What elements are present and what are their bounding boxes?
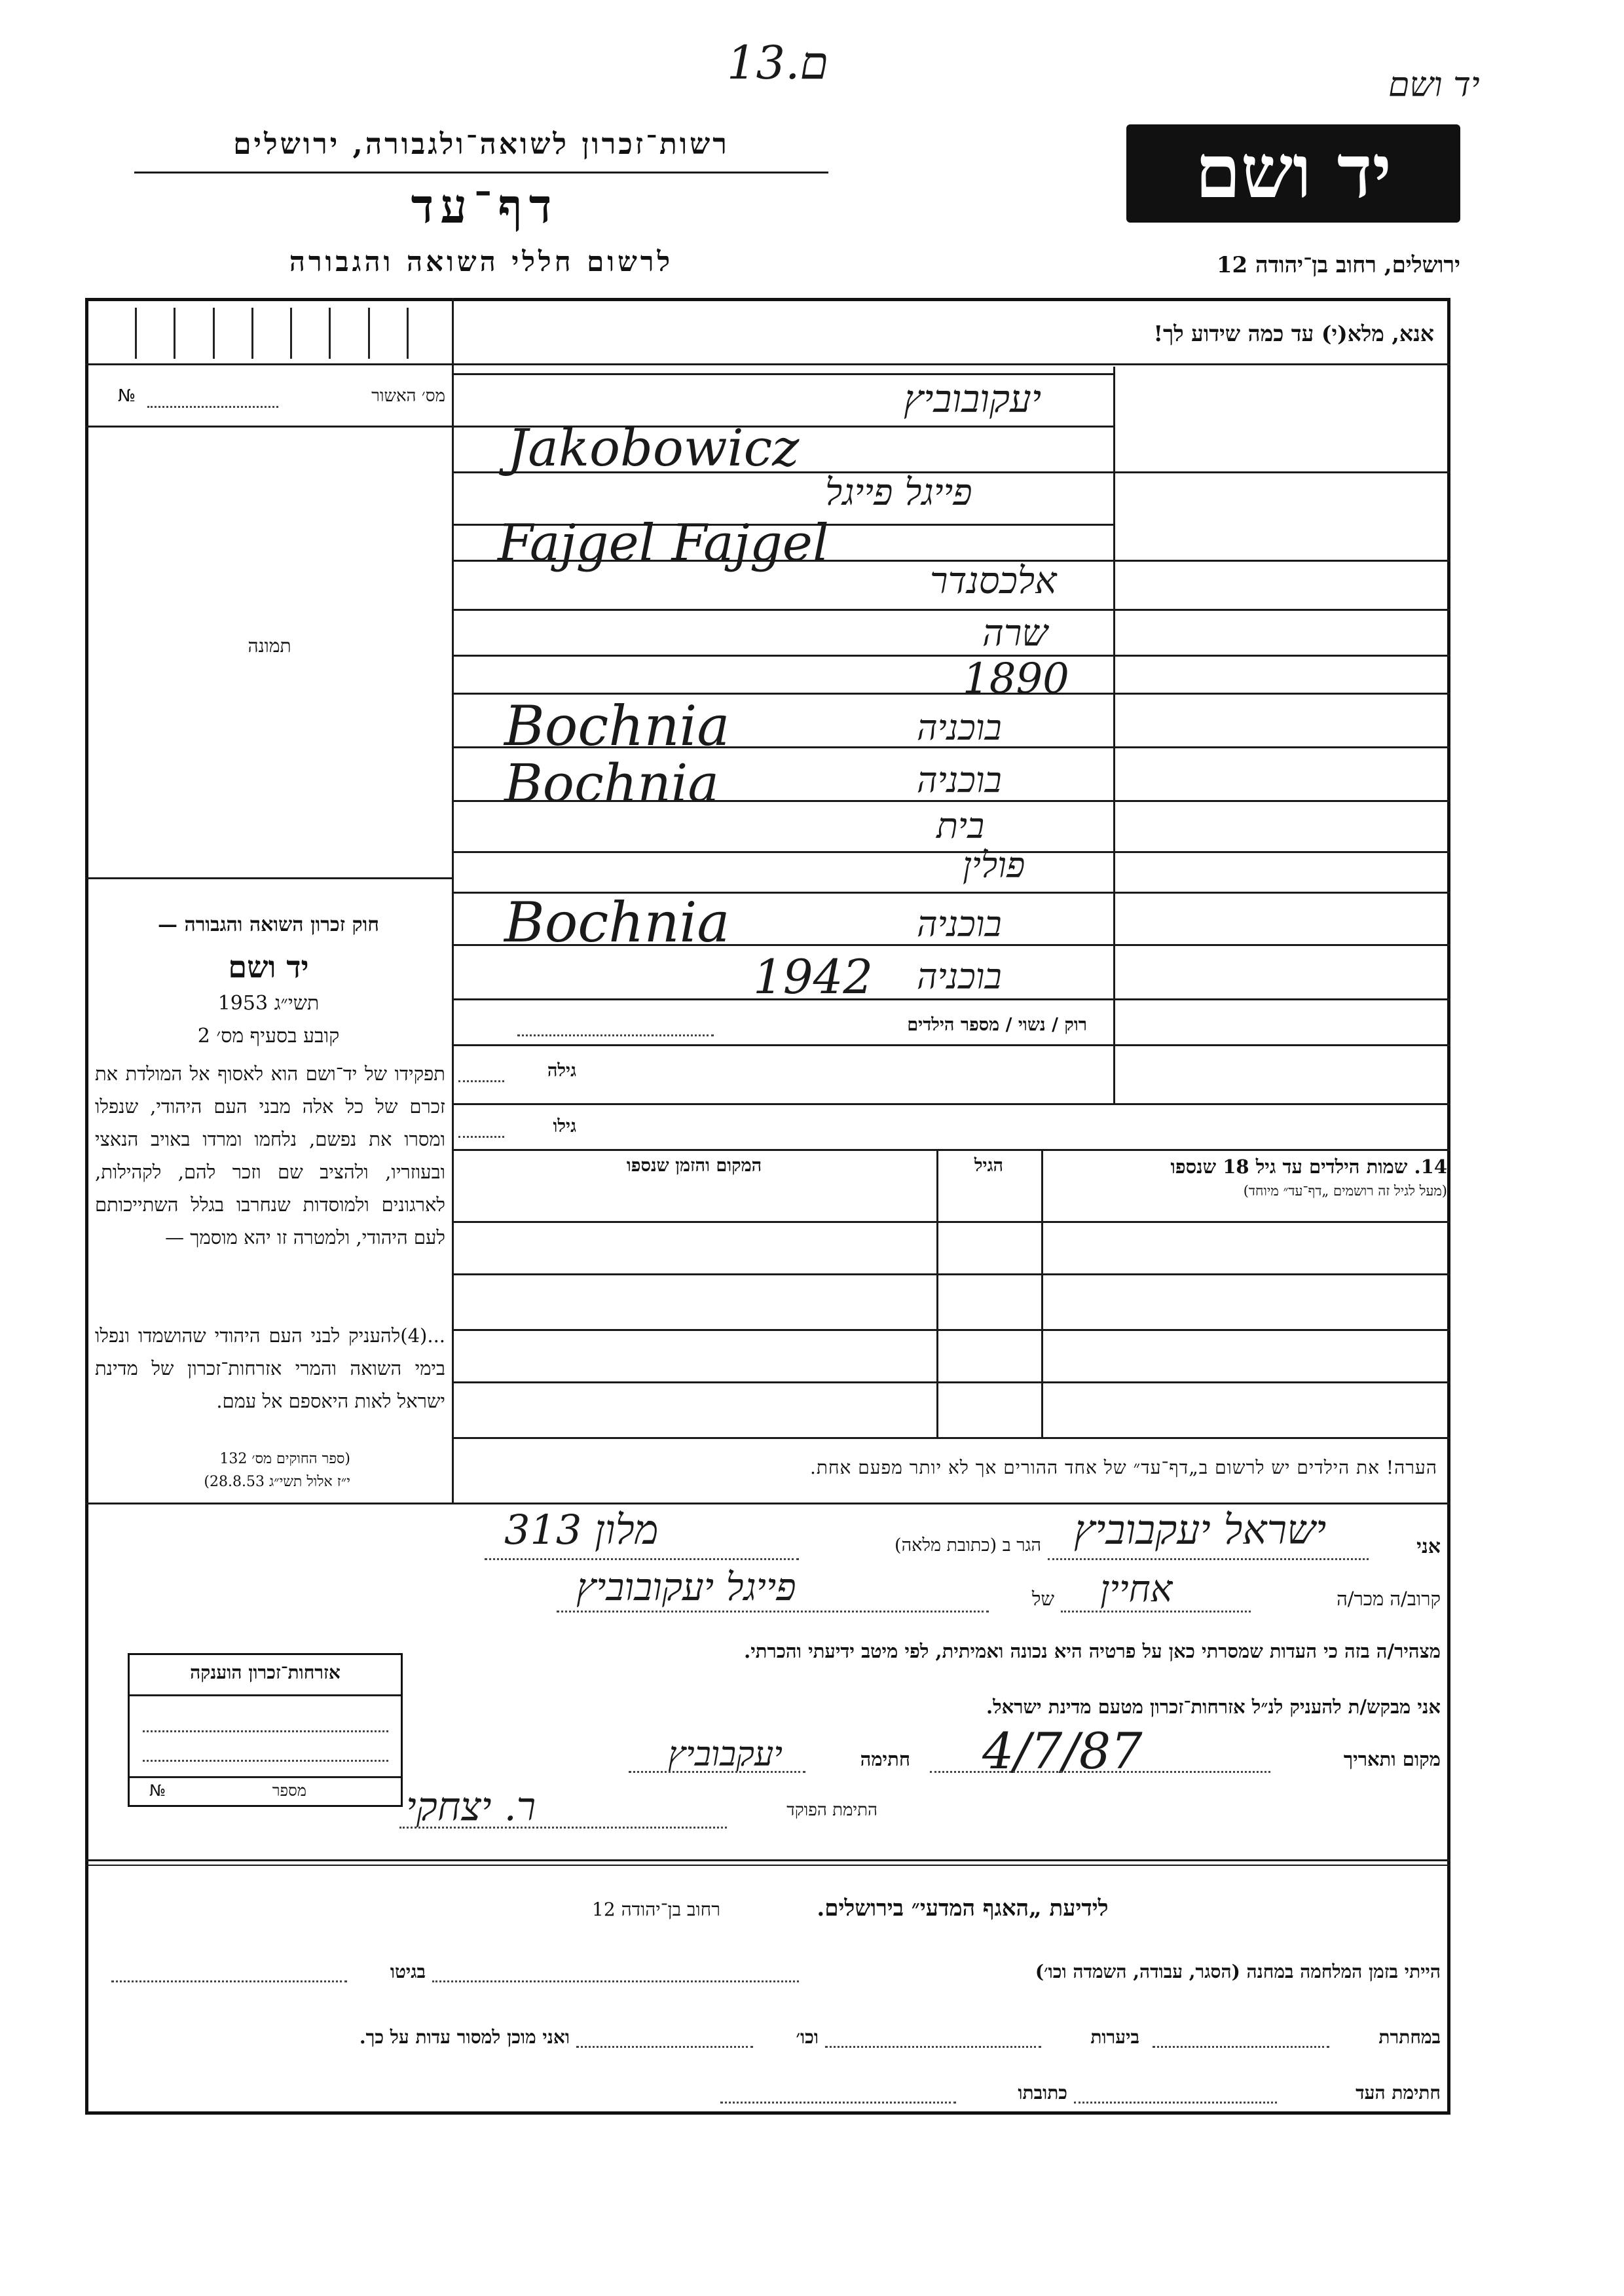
decl-statement: מצהיר/ה בזה כי העדות שמסרתי כאן על פרטיה היא נכונה ואמיתית, לפי מיטב ידיעתי והכרתי. bbox=[744, 1640, 1441, 1662]
children-row bbox=[454, 1437, 1450, 1439]
form-title: דף־עד bbox=[411, 178, 559, 234]
hw-date[interactable]: 4/7/87 bbox=[982, 1722, 1143, 1780]
children-col-divider bbox=[1041, 1149, 1043, 1437]
footer-underground-dots[interactable] bbox=[1153, 2046, 1329, 2048]
cert-no-mark: № bbox=[118, 386, 136, 406]
age-label-male: גילו bbox=[553, 1116, 576, 1137]
law-clause: ...(4)להעניק לבני העם היהודי שהושמדו ונפלו בימי השואה והמרי אזרחות־זכרון של מדינת ישראל לאות היאספם אל עמם. bbox=[95, 1324, 445, 1412]
hw-declarant-name[interactable]: ישראל יעקבוביץ bbox=[1074, 1506, 1327, 1554]
children-row bbox=[454, 1221, 1450, 1223]
footer-line1-a: הייתי בזמן המלחמה במחנה (הסגר, עבודה, השמדה וכו׳) bbox=[1035, 1961, 1441, 1982]
form-subtitle: לרשום חללי השואה והגבורה bbox=[289, 246, 674, 278]
field-rule bbox=[454, 998, 1450, 1000]
children-title bbox=[1170, 1156, 1447, 1178]
footer-line3-b: כתובתו bbox=[1018, 2082, 1067, 2104]
footer-ghetto-dots[interactable] bbox=[111, 1980, 347, 1982]
hw-death-year[interactable]: 1942 bbox=[753, 949, 874, 1004]
field-rule bbox=[454, 851, 1450, 853]
footer-line2-b: ביערות bbox=[1090, 2026, 1139, 2048]
decl-i-label: אני bbox=[1416, 1535, 1441, 1558]
instruction: אנא, מלא(י) עד כמה שידוע לך! bbox=[1153, 321, 1434, 346]
hw-wartime-latin[interactable]: Bochnia bbox=[504, 890, 730, 955]
decl-relative-label: קרוב/ה מכר/ה bbox=[1337, 1588, 1441, 1610]
law-year: תשי״ג 1953 bbox=[217, 992, 320, 1015]
hw-death-place[interactable]: בוכניה bbox=[917, 956, 1002, 997]
field-rule bbox=[454, 655, 1450, 657]
children-row bbox=[454, 1273, 1450, 1275]
law-name: יד ושם bbox=[228, 949, 309, 985]
children-count-dots[interactable] bbox=[517, 1034, 714, 1036]
footer-camp-dots[interactable] bbox=[432, 1980, 799, 1982]
law-source-2: י״ז אלול תשי״ג 28.8.53) bbox=[204, 1474, 350, 1490]
hw-family-latin[interactable]: Jakobowicz bbox=[507, 419, 800, 478]
hw-signature[interactable]: יעקבוביץ bbox=[668, 1735, 783, 1774]
decl-name-dots[interactable] bbox=[1048, 1558, 1369, 1560]
rule bbox=[85, 426, 454, 428]
citizenship-box bbox=[128, 1653, 403, 1807]
field-rule bbox=[454, 373, 1115, 375]
decl-relation-dots[interactable] bbox=[1061, 1611, 1251, 1613]
footer-line2-a: במחתרת bbox=[1378, 2026, 1441, 2048]
rule bbox=[85, 363, 1450, 365]
hw-birth-place-latin[interactable]: Bochnia bbox=[504, 694, 730, 758]
hw-clerk-signature[interactable]: ר. יצחקי bbox=[406, 1784, 536, 1830]
decl-of-label: של bbox=[1031, 1588, 1054, 1610]
field-rule bbox=[454, 609, 1450, 611]
cert-dots[interactable] bbox=[147, 406, 278, 408]
citizenship-dots[interactable] bbox=[143, 1760, 388, 1762]
decl-place-date-label: מקום ותאריך bbox=[1343, 1748, 1441, 1770]
decl-request: אני מבקש/ת להעניק לנ״ל אזרחות־זכרון מטעם מדינת ישראל. bbox=[986, 1696, 1441, 1718]
field-rule bbox=[454, 1103, 1450, 1105]
law-body: תפקידו של יד־ושם הוא לאסוף אל המולדת את זכרם של כל אלה מבני העם היהודי, שנפלו ומסרו את נפשם, נלחמו ומרדו באויב הנאצי ובעוזריו, ולהציב שם וזכר להם, לקהילות, לארגונים ולמוסדות שנחרבו בגלל השתייכותם לעם היהודי, ולמטרה זו יהא מוסמך — bbox=[95, 1063, 445, 1248]
decl-clerk-dots[interactable] bbox=[399, 1827, 727, 1829]
header-address: ירושלים, רחוב בן־יהודה 12 bbox=[1216, 252, 1460, 278]
decl-relative-of-dots[interactable] bbox=[557, 1611, 989, 1613]
children-row bbox=[454, 1329, 1450, 1331]
age-female-dots[interactable] bbox=[458, 1080, 504, 1082]
footer-forest-dots[interactable] bbox=[825, 2046, 1041, 2048]
decl-resident-label: הגר ב (כתובת מלאה) bbox=[895, 1535, 1041, 1556]
cert-label: מס׳ האשור bbox=[371, 386, 445, 406]
archive-note: 13.ם bbox=[727, 36, 829, 90]
footer-line1-b: בגיטו bbox=[390, 1961, 426, 1982]
hw-residence-hebrew[interactable]: בוכניה bbox=[917, 759, 1002, 801]
photo-label: תמונה bbox=[248, 635, 291, 657]
decl-date-dots[interactable] bbox=[930, 1771, 1270, 1773]
hw-birth-place-hebrew[interactable]: בוכניה bbox=[917, 707, 1002, 748]
citizenship-rule bbox=[130, 1694, 401, 1696]
rule bbox=[85, 877, 454, 879]
hw-profession[interactable]: בית bbox=[936, 805, 985, 847]
left-column-divider bbox=[452, 298, 454, 1503]
footer-etc-dots[interactable] bbox=[576, 2046, 753, 2048]
footer-line2-d: ואני מוכן למסור עדות על כך. bbox=[359, 2026, 570, 2048]
logo-text: יד ושם bbox=[1194, 129, 1392, 215]
law-source-1: (ספר החוקים מס׳ 132 bbox=[219, 1451, 350, 1467]
citizenship-number-label: מספר bbox=[272, 1781, 306, 1800]
note: הערה! את הילדים יש לרשום ב„דף־עד״ של אחד ההורים אך לא יותר מפעם אחת. bbox=[809, 1457, 1437, 1478]
law-title: חוק זכרון השואה והגבורה — bbox=[158, 913, 379, 936]
children-row bbox=[454, 1381, 1450, 1383]
children-place-header: המקום והזמן שנספו bbox=[626, 1156, 762, 1176]
decl-address-dots[interactable] bbox=[485, 1558, 799, 1560]
hw-mother[interactable]: שרה bbox=[982, 612, 1048, 655]
children-subtitle: (מעל לגיל זה רושמים „דף־עד״ מיוחד) bbox=[1243, 1183, 1447, 1199]
hw-family-hebrew[interactable]: יעקובוביץ bbox=[904, 376, 1042, 421]
children-title-text: שמות הילדים עד גיל 18 שנספו bbox=[1170, 1156, 1408, 1178]
authority-line: רשות־זכרון לשואה־ולגבורה, ירושלים bbox=[233, 128, 729, 161]
logo-signature: יד ושם bbox=[1388, 65, 1480, 105]
hw-given-hebrew[interactable]: פייגל פייגל bbox=[825, 471, 972, 514]
hw-relative-of[interactable]: פייגל יעקובוביץ bbox=[576, 1565, 796, 1609]
decl-clerk-label: התימת הפוקד bbox=[786, 1800, 877, 1820]
decl-signature-label: חתימה bbox=[860, 1748, 910, 1770]
footer-witness-sig-dots[interactable] bbox=[1074, 2102, 1277, 2104]
children-age-header: הגיל bbox=[974, 1156, 1004, 1176]
footer-line3-a: חתימת העד bbox=[1356, 2082, 1441, 2104]
footer-rule bbox=[85, 1865, 1450, 1866]
footer-address: רחוב בן־יהודה 12 bbox=[592, 1899, 720, 1920]
citizenship-rule bbox=[130, 1776, 401, 1778]
yad-vashem-logo bbox=[1126, 124, 1460, 223]
law-section: קובע בסעיף מס׳ 2 bbox=[197, 1025, 340, 1048]
marital-options[interactable]: רוק / נשוי / מספר הילדים bbox=[907, 1015, 1087, 1035]
age-label-female: גילה bbox=[547, 1061, 576, 1081]
decl-signature-dots[interactable] bbox=[629, 1771, 805, 1773]
hw-wartime-hebrew[interactable]: בוכניה bbox=[917, 903, 1002, 945]
footer-line2-c: וכו׳ bbox=[796, 2026, 819, 2048]
field-label-divider bbox=[1113, 367, 1115, 1103]
field-rule bbox=[454, 1044, 1450, 1046]
hw-father[interactable]: אלכסנדר bbox=[930, 560, 1057, 602]
hw-nationality[interactable]: פולין bbox=[963, 845, 1025, 886]
hw-relation[interactable]: אחיין bbox=[1100, 1568, 1173, 1611]
age-male-dots[interactable] bbox=[458, 1136, 504, 1138]
cert-number-boxes bbox=[98, 308, 445, 359]
hw-given-latin[interactable]: Fajgel Fajgel bbox=[498, 514, 829, 573]
citizenship-dots[interactable] bbox=[143, 1730, 388, 1732]
field-rule bbox=[454, 1149, 1450, 1151]
hw-residence-latin[interactable]: Bochnia bbox=[504, 753, 720, 814]
hw-declarant-address[interactable]: מלון 313 bbox=[504, 1506, 659, 1554]
children-num: 14. bbox=[1414, 1156, 1447, 1178]
citizenship-no-mark: № bbox=[149, 1781, 166, 1800]
note-rule bbox=[85, 1503, 1450, 1504]
footer-title: לידיעת „האגף המדעי״ בירושלים. bbox=[817, 1895, 1109, 1922]
footer-witness-address-dots[interactable] bbox=[720, 2102, 956, 2104]
header-rule bbox=[134, 172, 828, 173]
children-col-divider bbox=[936, 1149, 938, 1437]
hw-birth-date[interactable]: 1890 bbox=[963, 655, 1069, 703]
footer-rule bbox=[85, 1859, 1450, 1861]
citizenship-title: אזרחות־זכרון הוענקה bbox=[190, 1662, 341, 1683]
